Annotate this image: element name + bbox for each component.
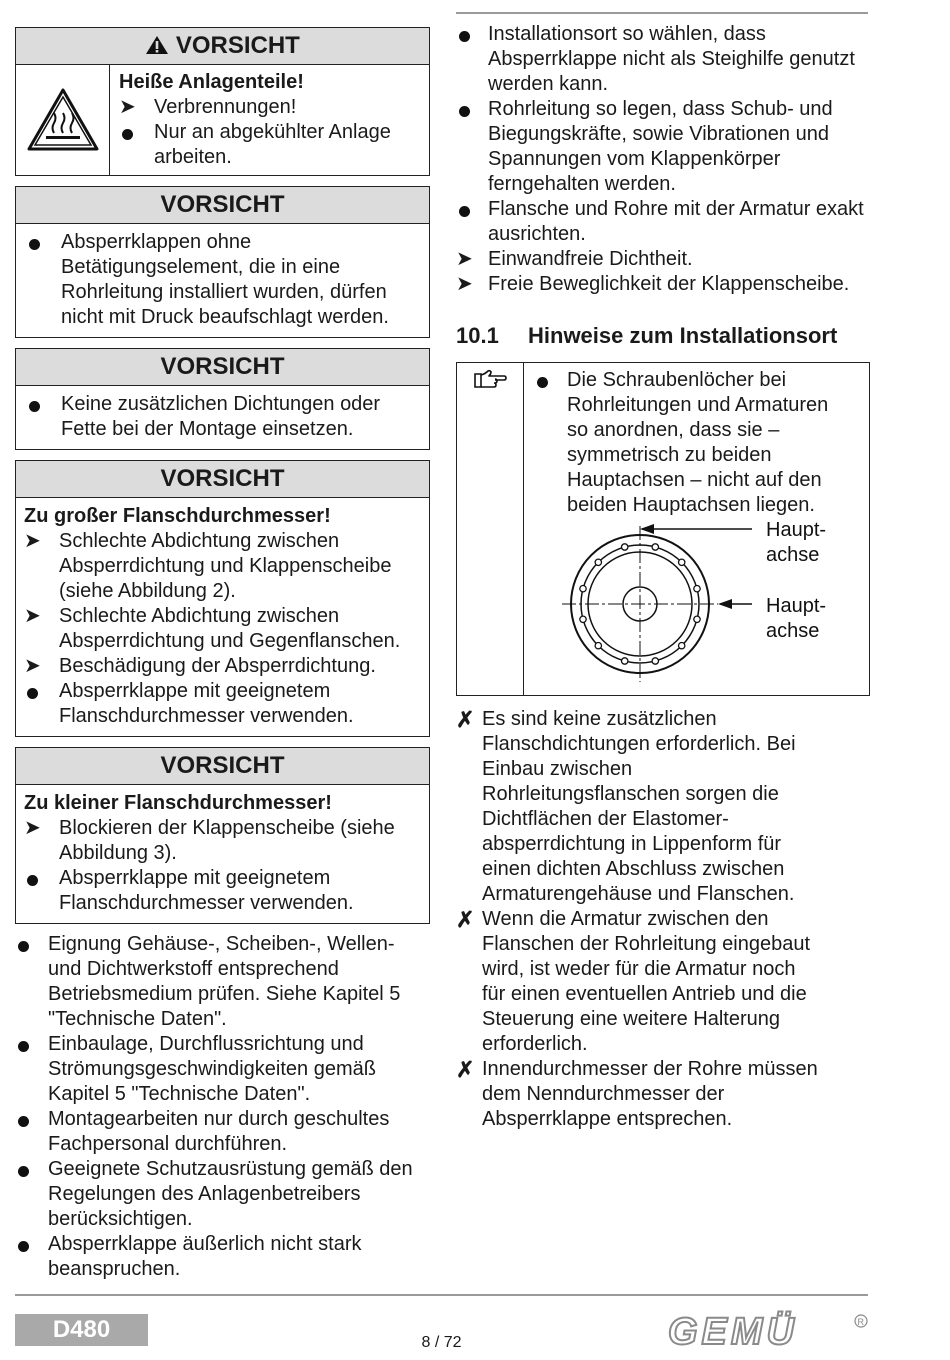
note-text: Innendurchmesser der Rohre müssen dem Nenndurchmesser der Absperrklappe entsprechen. [482, 1058, 818, 1130]
list-item [15, 1107, 430, 1157]
measure-text: Nur an abgekühlter Anlage arbeiten. [154, 121, 391, 168]
list-item [456, 907, 821, 1057]
bolt-hole [595, 559, 601, 565]
bullet-icon [27, 688, 38, 699]
instruction-text: Installationsort so wählen, dass Absperrklappe nicht als Steighilfe genutzt werden kann. [488, 23, 855, 95]
bullet-icon [537, 377, 548, 388]
bullet-icon [459, 106, 470, 117]
hazard-subtitle: Heiße Anlagenteile! [119, 71, 304, 93]
list-item [456, 247, 871, 272]
hint-text: Die Schraubenlöcher bei Rohrleitungen und Armaturen so anordnen, dass sie – symmetrisch zu beiden Hauptachsen – nicht auf den beiden Hauptachsen liegen. [567, 369, 829, 516]
section-heading [456, 323, 876, 348]
right-column [456, 22, 876, 1132]
list-item [24, 816, 421, 866]
hot-surface-icon-cell [16, 65, 110, 175]
hazard-subtitle: Zu kleiner Flanschdurchmesser! [24, 792, 332, 814]
instruction-text: Flansche und Rohre mit der Armatur exakt ausrichten. [488, 198, 864, 245]
instruction-text: Rohrleitung so legen, dass Schub- und Biegungskräfte, sowie Vibrationen und Spannungen vom Klappenkörper ferngehalten werden. [488, 98, 833, 195]
footer-rule [15, 1294, 868, 1296]
notes-list [456, 707, 821, 1132]
list-item [26, 230, 421, 330]
installation-list [456, 22, 871, 297]
instruction-text: Einbaulage, Durchflussrichtung und Strömungsgeschwindigkeiten gemäß Kapitel 5 "Technische Daten". [48, 1033, 376, 1105]
list-item [456, 97, 871, 197]
list-item [456, 707, 821, 907]
bullet-icon [18, 1041, 29, 1052]
list-item [119, 95, 421, 120]
centre-lines [562, 526, 718, 682]
top-rule [456, 12, 868, 14]
arrow-icon: ➤ [456, 273, 473, 295]
list-item [534, 368, 861, 518]
measure-text: Absperrklappe mit geeignetem Flanschdurchmesser verwenden. [59, 680, 354, 727]
left-column [15, 27, 430, 1282]
instruction-text: Absperrklappe äußerlich nicht stark beanspruchen. [48, 1233, 362, 1280]
bolt-hole [652, 544, 658, 550]
result-text: Freie Beweglichkeit der Klappenscheibe. [488, 273, 850, 295]
section-number: 10.1 [456, 323, 499, 348]
instruction-text: Eignung Gehäuse-, Scheiben-, Wellen- und Dichtwerkstoff entsprechend Betriebsmedium prüfen. Siehe Kapitel 5 "Technische Daten". [48, 933, 401, 1030]
caution-header [16, 28, 429, 65]
bullet-icon [459, 206, 470, 217]
flange-diagram [524, 518, 864, 693]
note-text: Es sind keine zusätzlichen Flanschdichtungen erforderlich. Bei Einbau zwischen Rohrleitungsflanschen sorgen die Dichtflächen der Elastomer-absperrdichtung in Lippenform für einen dichten Abschluss zwischen Armaturengehäuse und Flanschen. [482, 708, 796, 905]
bolt-hole [694, 616, 700, 622]
axis-label: Haupt- [766, 519, 827, 541]
caution-header: VORSICHT [16, 461, 429, 498]
list-item [26, 392, 421, 442]
hint-icon-cell [457, 363, 524, 695]
bolt-hole [694, 586, 700, 592]
bolt-hole [622, 544, 628, 550]
list-item [456, 197, 871, 247]
list-item [456, 22, 871, 97]
list-item [15, 1232, 430, 1282]
measure-text: Keine zusätzlichen Dichtungen oder Fette bei der Montage einsetzen. [61, 393, 381, 440]
caution-box-seals [15, 348, 430, 450]
bolt-hole [580, 616, 586, 622]
list-item [24, 604, 421, 654]
bolt-hole [652, 658, 658, 664]
bolt-hole [595, 643, 601, 649]
cross-mark-icon: ✗ [456, 1057, 475, 1082]
bullet-icon [459, 31, 470, 42]
axis-label: achse [766, 620, 820, 642]
arrow-icon: ➤ [24, 530, 41, 552]
bullet-icon [18, 1241, 29, 1252]
list-item [15, 1157, 430, 1232]
axis-label: Haupt- [766, 595, 827, 617]
bullet-icon [27, 875, 38, 886]
caution-header: VORSICHT [16, 748, 429, 785]
consequence-text: Verbrennungen! [154, 96, 297, 118]
instruction-text: Geeignete Schutzausrüstung gemäß den Regelungen des Anlagenbetreibers berücksichtigen. [48, 1158, 413, 1230]
cross-mark-icon: ✗ [456, 707, 475, 732]
consequence-text: Schlechte Abdichtung zwischen Absperrdichtung und Klappenscheibe (siehe Abbildung 2). [59, 530, 392, 602]
bullet-icon [29, 239, 40, 250]
bolt-hole [580, 586, 586, 592]
caution-box-pressure [15, 186, 430, 338]
list-item [24, 654, 421, 679]
registered-mark-icon: R [857, 1317, 864, 1327]
consequence-text: Beschädigung der Absperrdichtung. [59, 655, 376, 677]
bullet-icon [18, 1166, 29, 1177]
caution-header: VORSICHT [16, 187, 429, 224]
result-text: Einwandfreie Dichtheit. [488, 248, 693, 270]
bullet-icon [18, 941, 29, 952]
list-item [15, 1032, 430, 1107]
measure-text: Absperrklappe mit geeignetem Flanschdurchmesser verwenden. [59, 867, 354, 914]
pointing-hand-icon [473, 369, 507, 391]
warning-triangle-icon [145, 35, 169, 55]
instruction-text: Montagearbeiten nur durch geschultes Fachpersonal durchführen. [48, 1108, 390, 1155]
arrow-icon: ➤ [24, 605, 41, 627]
logo-text: GEMÜ [668, 1311, 798, 1352]
hot-surface-icon [26, 87, 100, 153]
axis-label: achse [766, 544, 820, 566]
consequence-text: Blockieren der Klappenscheibe (siehe Abbildung 3). [59, 817, 395, 864]
list-item [24, 529, 421, 604]
note-text: Wenn die Armatur zwischen den Flanschen der Rohrleitung eingebaut wird, ist weder für die Armatur noch für einen eventuellen Antrieb und die Steuerung eine weitere Halterung erforderlich. [482, 908, 810, 1055]
hazard-subtitle: Zu großer Flanschdurchmesser! [24, 505, 331, 527]
page-number: 8 / 72 [421, 1334, 462, 1351]
caution-title: VORSICHT [175, 32, 300, 59]
arrow-icon: ➤ [456, 248, 473, 270]
bolt-hole [622, 658, 628, 664]
caution-box-small-flange [15, 747, 430, 924]
list-item [456, 272, 871, 297]
bullet-icon [122, 129, 133, 140]
list-item [119, 120, 421, 170]
bullet-icon [29, 401, 40, 412]
list-item [15, 932, 430, 1032]
section-title: Hinweise zum Installationsort [528, 323, 838, 348]
list-item [24, 866, 421, 916]
arrow-icon: ➤ [24, 817, 41, 839]
list-item [456, 1057, 821, 1132]
arrow-icon: ➤ [24, 655, 41, 677]
bolt-hole [679, 643, 685, 649]
bullet-icon [18, 1116, 29, 1127]
hint-box [456, 362, 870, 696]
bolt-hole [679, 559, 685, 565]
caution-box-large-flange [15, 460, 430, 737]
list-item [24, 679, 421, 729]
cross-mark-icon: ✗ [456, 907, 475, 932]
caution-header: VORSICHT [16, 349, 429, 386]
caution-box-hot-parts [15, 27, 430, 176]
arrow-icon: ➤ [119, 96, 136, 118]
consequence-text: Schlechte Abdichtung zwischen Absperrdichtung und Gegenflanschen. [59, 605, 401, 652]
gemu-logo [668, 1310, 868, 1352]
product-badge: D480 [15, 1314, 148, 1346]
general-instructions-list [15, 932, 430, 1282]
measure-text: Absperrklappen ohne Betätigungselement, die in eine Rohrleitung installiert wurden, dürfen nicht mit Druck beaufschlagt werden. [61, 231, 389, 328]
